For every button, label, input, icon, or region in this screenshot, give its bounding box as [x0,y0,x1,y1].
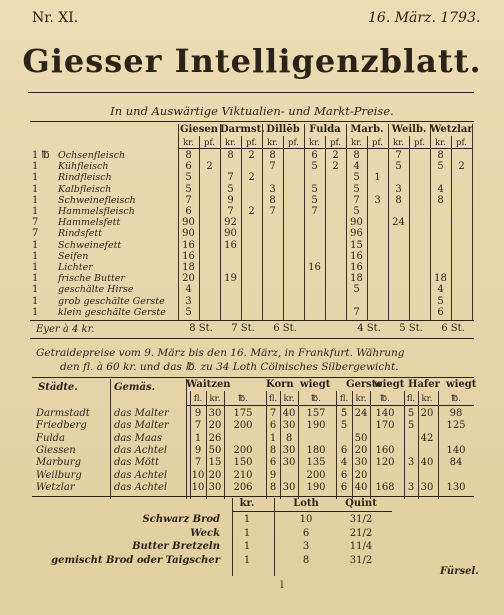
grain-value: 140 [375,408,395,419]
bread-loth: 3 [302,541,310,552]
eggs-count: 8 St. [189,323,213,334]
bread-quint: 31/2 [349,514,373,525]
grain-header-barley: Gerste [346,379,383,390]
bread-loth: 8 [302,554,310,566]
section-subtitle: In und Auswärtige Viktualien- und Markt-Preise. [110,104,394,118]
price-cell: 16 [224,239,237,251]
price-cell: 2 [332,150,339,161]
price-cell: 90 [350,217,363,229]
price-cell: 8 [395,194,402,206]
item-qty: 1 [32,161,39,173]
grain-value: 5 [407,420,415,432]
grain-value: 30 [208,408,222,419]
price-cell: 7 [353,306,360,318]
grain-value: 30 [282,444,296,456]
grain-value: 9 [194,408,202,419]
price-cell: 5 [185,183,192,195]
unit-kr: kr. [435,138,446,148]
unit-kr: kr. [351,138,362,148]
bread-header-rule [232,511,392,512]
price-cell: 19 [224,273,237,285]
grain-value: 6 [340,469,348,481]
bread-col-divider [274,498,275,576]
grain-value: 30 [420,481,434,493]
price-cell: 4 [353,161,360,173]
issue-number: Nr. XI. [32,10,79,26]
grain-measure: das Mött [114,457,159,469]
grain-unit: ℔. [451,394,461,404]
grain-value: 200 [306,469,326,481]
grain-value: 20 [420,408,434,419]
grain-unit: kr. [355,394,367,404]
price-cell: 8 [353,150,360,161]
grain-header-weight: wiegt [300,379,331,390]
bread-footer-mark: l [280,580,284,591]
item-qty: 1 [32,273,39,285]
bread-quint: 31/2 [349,554,373,566]
units-rule [178,148,472,149]
price-cell: 8 [269,150,276,161]
grain-value: 130 [446,481,466,493]
price-cell: 18 [350,273,363,285]
grain-value: 9 [269,469,277,481]
grain-col-divider [110,379,111,499]
grain-title-1: Getraidepreise vom 9. März bis den 16. März, in Frankfurt. Währung [36,347,405,359]
grain-value: 200 [233,444,253,456]
grain-value: 170 [375,420,395,432]
price-cell: 2 [332,161,339,173]
grain-unit: fl. [339,394,349,404]
eggs-label: Eyer à 4 kr. [36,324,95,335]
price-cell: 2 [206,161,213,173]
grain-value: 150 [233,457,253,469]
price-cell: 8 [437,150,444,161]
unit-kr: kr. [309,138,320,148]
grain-value: 40 [282,408,296,419]
price-cell: 7 [227,172,234,184]
column-divider [472,124,473,320]
grain-value: 168 [375,481,395,493]
price-cell: 3 [269,183,276,195]
price-cell: 5 [353,183,360,195]
item-name: Ochsenfleisch [58,150,126,161]
price-cell: 15 [350,239,363,251]
victuals-bottom-rule [30,338,474,339]
grain-header-weight-3: wiegt [446,379,477,390]
bread-kr: 1 [243,554,251,566]
price-cell: 4 [185,284,192,296]
price-cell: 5 [353,172,360,184]
item-name: Schweinefett [58,239,122,251]
unit-pf: pf. [372,138,383,148]
bread-loth: 6 [302,527,310,539]
bread-footer-sign: Fürsel. [440,566,479,577]
grain-value: 9 [194,444,202,456]
grain-top-rule [32,377,474,378]
grain-value: 30 [282,457,296,469]
grain-value: 6 [340,444,348,456]
grain-city: Wetzlar [36,481,75,493]
market-header: Darmst. [220,124,265,135]
grain-unit: fl. [268,394,278,404]
price-cell: 90 [182,217,195,229]
price-cell: 1 [374,172,381,184]
item-qty: 1 [32,183,39,195]
price-cell: 2 [248,150,255,161]
price-cell: 16 [350,250,363,262]
unit-pf: pf. [456,138,467,148]
item-name: Schweinefleisch [58,194,136,206]
market-header: Giesen [180,124,218,135]
bread-quint: 21/2 [349,527,373,539]
price-cell: 7 [227,206,234,217]
item-qty: 1 [32,239,39,251]
grain-value: 15 [208,457,222,469]
bread-header-quint: Quint [345,498,377,509]
item-qty: 1 [32,206,39,217]
item-name: Hammelsfleisch [58,206,135,217]
price-cell: 7 [311,206,318,217]
grain-value: 20 [354,444,368,456]
item-qty: 1 [32,306,39,318]
grain-value: 50 [208,444,222,456]
grain-value: 8 [285,432,293,444]
price-cell: 3 [374,194,381,206]
price-cell: 18 [434,273,447,285]
grain-unit: ℔. [311,394,321,404]
grain-header-measure: Gemäs. [114,382,156,393]
eggs-count: 6 St. [273,323,297,334]
grain-value: 206 [233,481,253,493]
masthead-title: Giesser Intelligenzblatt. [22,42,482,80]
unit-pf: pf. [330,138,341,148]
price-cell: 5 [353,206,360,217]
price-cell: 7 [185,194,192,206]
market-header: Wetzlar [430,124,473,135]
unit-pf: pf. [246,138,257,148]
price-cell: 24 [392,217,405,229]
unit-pf: pf. [204,138,215,148]
item-qty: 7 [32,217,39,229]
bread-name: Schwarz Brod [142,514,220,525]
price-cell: 6 [437,306,444,318]
price-cell: 5 [311,161,318,173]
grain-value: 160 [375,444,395,456]
grain-value: 7 [269,408,277,419]
price-cell: 7 [269,161,276,173]
price-cell: 9 [227,194,234,206]
grain-value: 180 [306,444,326,456]
grain-measure: das Maas [114,432,162,444]
price-cell: 2 [458,161,465,173]
grain-value: 40 [354,481,368,493]
grain-measure: das Achtel [114,444,168,456]
grain-value: 175 [233,408,253,419]
price-cell: 5 [185,172,192,184]
grain-header-rye: Korn [266,379,294,390]
item-name: grob geschälte Gerste [58,295,165,307]
grain-value: 30 [282,481,296,493]
unit-pf: pf. [288,138,299,148]
eggs-rule [30,320,474,321]
grain-value: 120 [375,457,395,469]
grain-unit: kr. [283,394,295,404]
bread-kr: 1 [243,514,251,525]
price-cell: 92 [224,217,237,229]
item-qty: 1 ℔ [32,150,50,161]
item-name: frische Butter [58,273,125,285]
price-cell: 5 [227,183,234,195]
grain-city: Marburg [36,457,82,469]
grain-value: 30 [354,457,368,469]
grain-header-weight-2: wiegt [374,379,405,390]
price-cell: 6 [185,161,192,173]
subcolumn-divider [367,136,368,320]
price-cell: 7 [353,194,360,206]
grain-value: 5 [340,420,348,432]
price-cell: 90 [182,228,195,240]
price-cell: 3 [185,295,192,307]
grain-value: 157 [306,408,326,419]
subcolumn-divider [241,136,242,320]
grain-value: 26 [208,432,222,444]
grain-col-divider [186,379,187,499]
unit-kr: kr. [183,138,194,148]
subcolumn-divider [283,136,284,320]
price-cell: 18 [182,262,195,273]
price-cell: 5 [185,306,192,318]
item-name: Hammelsfett [58,217,121,229]
grain-value: 6 [340,481,348,493]
item-name: Rindsfett [58,228,103,240]
eggs-count: 6 St. [441,323,465,334]
price-cell: 2 [248,172,255,184]
grain-value: 7 [194,457,202,469]
grain-bottom-rule [32,496,474,497]
price-cell: 4 [437,183,444,195]
grain-header-city: Städte. [38,382,78,393]
price-cell: 16 [182,239,195,251]
grain-value: 140 [446,444,466,456]
price-cell: 5 [395,161,402,173]
masthead-rule [28,92,474,93]
grain-unit: ℔. [238,394,248,404]
item-qty: 1 [32,194,39,206]
item-name: Kalbfleisch [58,183,112,195]
price-cell: 8 [227,150,234,161]
bread-kr: 1 [243,541,251,552]
item-qty: 1 [32,295,39,307]
price-cell: 6 [185,206,192,217]
item-name: geschälte Hirse [58,284,134,296]
bread-quint: 11/4 [349,541,373,552]
grain-value: 3 [407,481,415,493]
grain-unit: fl. [193,394,203,404]
price-cell: 5 [353,284,360,296]
grain-city: Fulda [36,432,65,444]
bread-header-loth: Loth [293,498,319,509]
grain-value: 20 [208,469,222,481]
grain-value: 8 [269,481,277,493]
price-cell: 16 [182,250,195,262]
item-qty: 1 [32,250,39,262]
price-cell: 7 [395,150,402,161]
grain-value: 10 [191,481,205,493]
grain-value: 98 [449,408,463,419]
grain-value: 190 [306,481,326,493]
item-name: Kühfleisch [58,161,109,173]
victuals-top-rule [30,121,474,122]
grain-value: 125 [446,420,466,432]
market-header: Marb. [350,124,384,135]
grain-unit: fl. [406,394,416,404]
item-qty: 7 [32,228,39,240]
price-cell: 7 [269,206,276,217]
grain-title-2: den fl. à 60 kr. und das ℔. zu 34 Loth Cölnisches Silbergewicht. [60,361,399,373]
grain-value: 4 [340,457,348,469]
grain-header-wheat: Waitzen [186,379,231,390]
issue-date: 16. März. 1793. [368,10,481,26]
eggs-count: 5 St. [399,323,423,334]
item-name: Rindfleisch [58,172,112,184]
bread-kr: 1 [243,527,251,539]
grain-value: 30 [208,481,222,493]
market-header: Dillēb [266,124,300,135]
grain-value: 1 [269,432,277,444]
bread-loth: 10 [299,514,313,525]
grain-value: 10 [191,469,205,481]
grain-city: Weilburg [36,469,82,481]
item-qty: 1 [32,284,39,296]
bread-name: gemischt Brod oder Taigscher [51,554,220,566]
grain-value: 40 [420,457,434,469]
eggs-count: 4 St. [357,323,381,334]
grain-value: 8 [269,444,277,456]
grain-measure: das Achtel [114,481,168,493]
grain-value: 5 [340,408,348,419]
grain-header-oats: Hafer [408,379,440,390]
bread-name: Weck [190,527,220,539]
item-qty: 1 [32,262,39,273]
grain-value: 84 [449,457,463,469]
grain-value: 1 [194,432,202,444]
grain-value: 135 [306,457,326,469]
market-header: Fulda [309,124,341,135]
grain-unit: kr. [209,394,221,404]
price-cell: 90 [224,228,237,240]
bread-header-kr: kr. [239,498,255,509]
price-cell: 8 [437,194,444,206]
grain-value: 6 [269,457,277,469]
market-header: Weilb. [391,124,427,135]
unit-pf: pf. [414,138,425,148]
item-name: Seifen [58,250,89,262]
grain-city: Darmstadt [36,408,90,419]
price-cell: 96 [350,228,363,240]
grain-value: 20 [208,420,222,432]
item-name: Lichter [58,262,93,273]
price-cell: 2 [248,206,255,217]
grain-value: 30 [282,420,296,432]
price-cell: 16 [308,262,321,273]
grain-units-rule [186,405,474,406]
grain-value: 3 [407,457,415,469]
item-qty: 1 [32,172,39,184]
grain-measure: das Achtel [114,469,168,481]
bread-name: Butter Bretzeln [132,541,220,552]
grain-value: 20 [354,469,368,481]
grain-city: Friedberg [36,420,87,432]
price-cell: 8 [269,194,276,206]
price-cell: 16 [350,262,363,273]
grain-measure: das Malter [114,408,169,419]
subcolumn-divider [409,136,410,320]
item-name: klein geschälte Gerste [58,306,166,318]
price-cell: 3 [395,183,402,195]
price-cell: 6 [311,150,318,161]
grain-city: Giessen [36,444,76,456]
grain-value: 210 [233,469,253,481]
grain-unit: ℔. [380,394,390,404]
price-cell: 5 [311,194,318,206]
unit-kr: kr. [225,138,236,148]
unit-kr: kr. [267,138,278,148]
grain-value: 5 [407,408,415,419]
grain-value: 42 [420,432,434,444]
price-cell: 5 [437,161,444,173]
price-cell: 20 [182,273,195,285]
grain-value: 6 [269,420,277,432]
price-cell: 4 [437,284,444,296]
unit-kr: kr. [393,138,404,148]
eggs-count: 7 St. [231,323,255,334]
grain-value: 50 [354,432,368,444]
grain-value: 190 [306,420,326,432]
grain-value: 200 [233,420,253,432]
grain-value: 24 [354,408,368,419]
grain-value: 7 [194,420,202,432]
grain-unit: kr. [421,394,433,404]
price-cell: 5 [311,183,318,195]
price-cell: 8 [185,150,192,161]
price-cell: 5 [437,295,444,307]
grain-measure: das Malter [114,420,169,432]
